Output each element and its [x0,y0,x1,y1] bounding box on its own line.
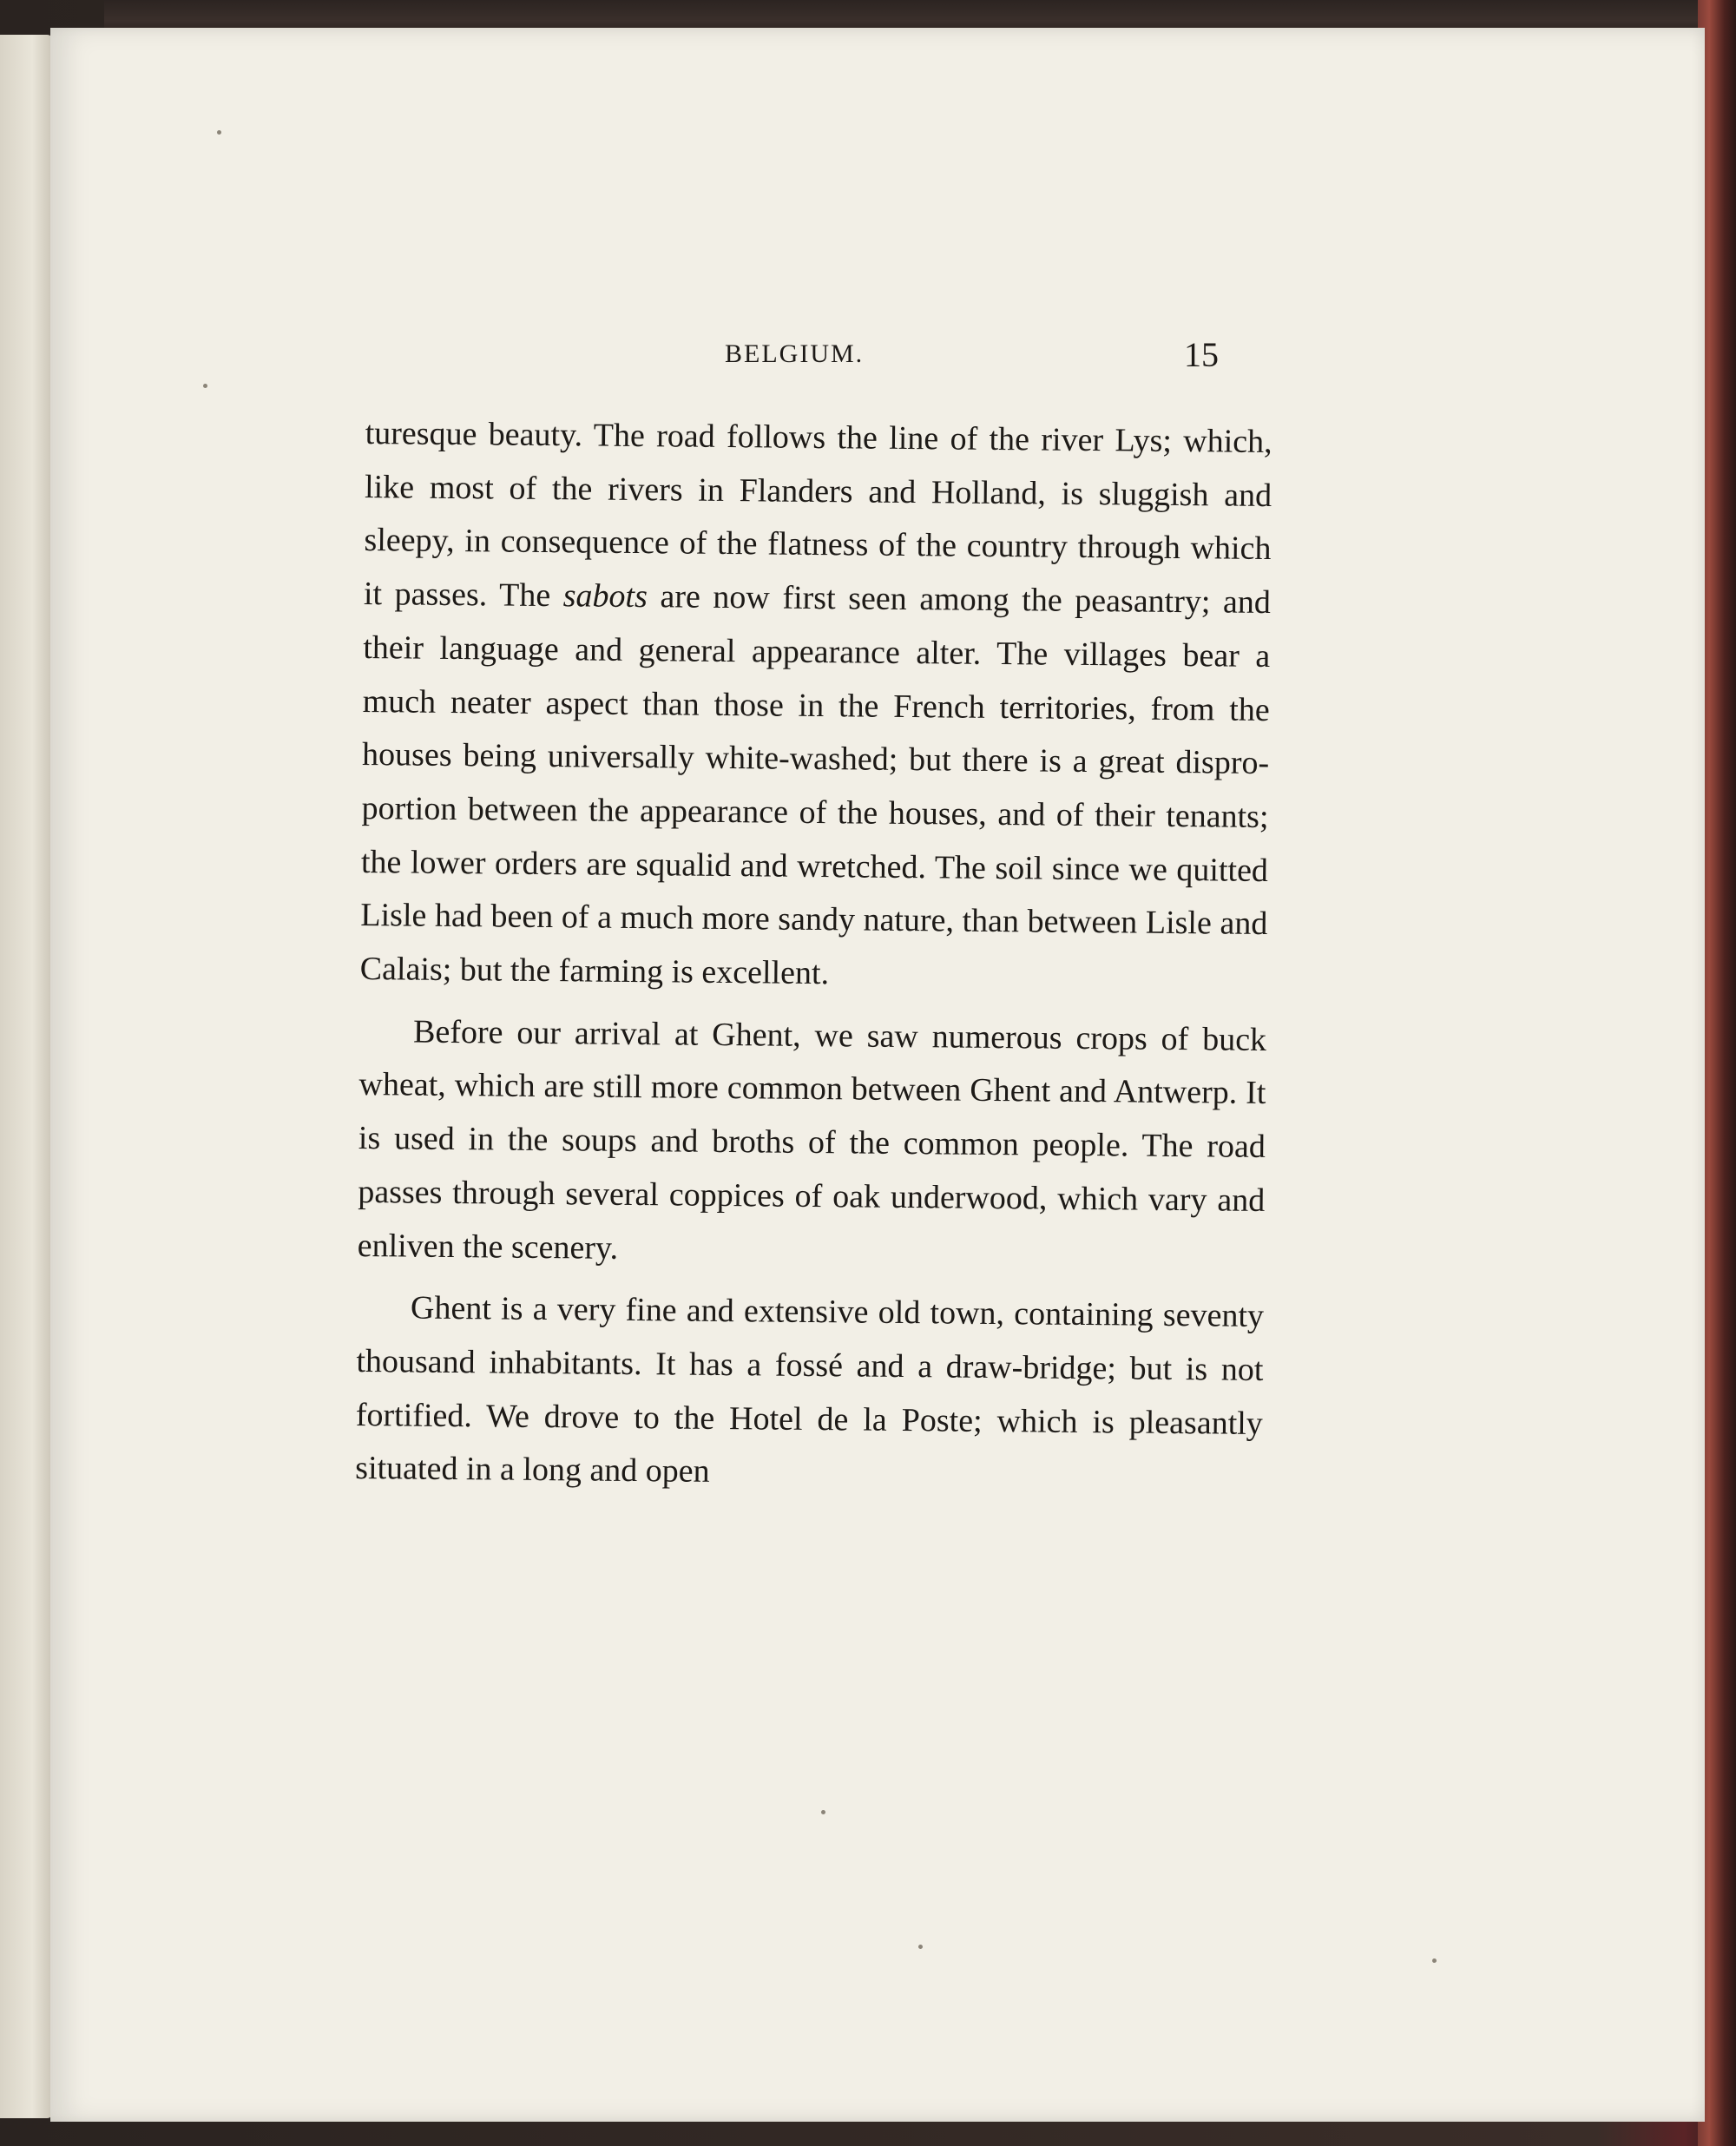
running-head: BELGIUM. [725,339,865,368]
paragraph [355,1281,1264,1504]
book-page [50,28,1705,2122]
paragraph [359,407,1272,1005]
body-text [355,407,1272,1513]
paper-speck [217,130,221,135]
paragraph-text: are now first seen among the peasantry; and their language and general appearance alter. The villages bear a much neater aspect than those in the French territories, from the houses being universally white-washed; but there is a great dispro-portion between the appearance of the houses, and of their tenants; the lower orders are squalid and wretched. The soil since we quitted Lisle had been of a much more sandy nature, than between Lisle and Calais; but the farming is excellent. [359,578,1272,992]
paragraph-text: turesque beauty. The road follows the line of the river Lys; which, like most of the rivers in Flanders and Holland, is sluggish and sleepy, in consequence of the flatness of the country through which it passes. The [363,414,1272,615]
paper-speck [821,1810,825,1814]
paragraph-text: Ghent is a very fine and extensive old town, containing seventy thousand inhabitants. It has a fossé and a draw-bridge; but is not fortified. We drove to the Hotel de la Poste; which is pleasantly situated in a long and open [355,1289,1265,1491]
paragraph-text: Before our arrival at Ghent, we saw numerous crops of buck wheat, which are still more common between Ghent and Antwerp. It is used in the soups and broths of the common people. The road passes through several coppices of oak underwood, which vary and enliven the scenery. [357,1013,1267,1267]
paragraph [357,1005,1266,1282]
italic-text: sabots [562,577,648,615]
page-number: 15 [1184,335,1219,374]
paper-speck [203,384,207,388]
paper-speck [918,1945,923,1949]
paper-speck [1432,1958,1437,1963]
left-page-edge [0,35,54,2118]
